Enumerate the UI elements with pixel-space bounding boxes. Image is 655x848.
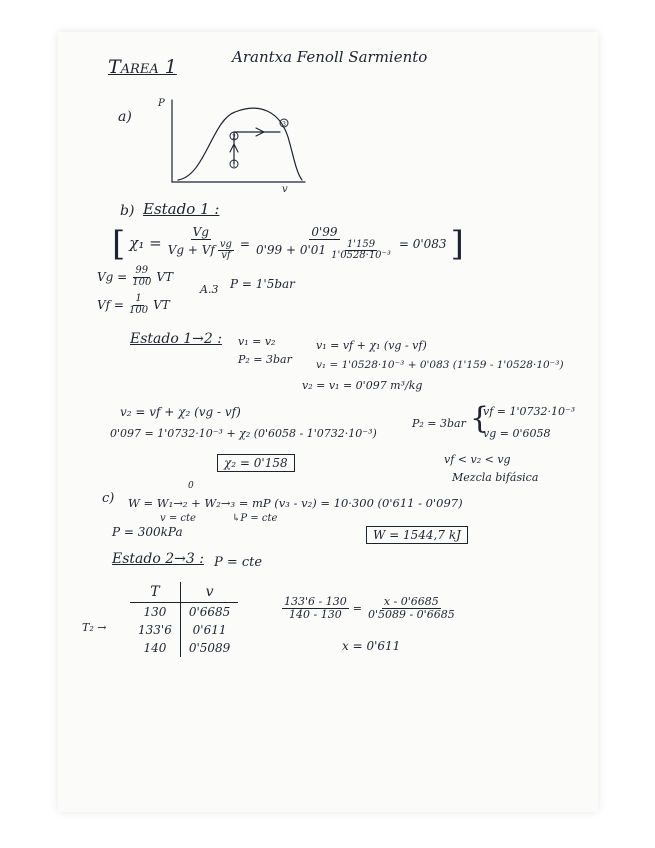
t2-pointer-label: T₂ →: [82, 621, 107, 634]
quality-2-result-box: χ₂ = 0'158: [217, 454, 295, 472]
v2-formula: v₂ = vf + χ₂ (vg - vf): [120, 405, 241, 419]
part-c-label: c): [102, 491, 115, 506]
volume-inequality: vf < v₂ < vg: [444, 453, 511, 466]
vg-def-label: Vg =: [97, 270, 128, 284]
table-cell: 0'5089: [188, 641, 231, 655]
interp-lhs-num: 133'6 - 130: [284, 595, 347, 608]
ratio-denominator: 1'0528·10⁻³: [331, 250, 391, 262]
quality-equation: [112, 223, 464, 264]
brace-icon: {: [470, 401, 490, 436]
specific-volume-result: v₂ = v₁ = 0'097 m³/kg: [302, 379, 423, 392]
table-cell: 0'6685: [188, 605, 231, 619]
vf-lower: vf: [221, 250, 231, 262]
part-b-label: b): [120, 203, 135, 219]
part-a-label: a): [118, 109, 132, 125]
volume-ratio-fraction: [329, 240, 393, 262]
constant-volume-note: v = cte: [160, 513, 196, 524]
point-1-label: 1: [232, 162, 236, 169]
ratio-numerator: 1'159: [346, 238, 376, 250]
constant-pressure-note: ↳P = cte: [232, 513, 278, 524]
zero-work-note: 0: [188, 481, 194, 491]
vf-def-num: 1: [135, 293, 142, 304]
numeric-fraction: [254, 226, 395, 262]
interp-lhs-den: 140 - 130: [289, 607, 342, 621]
interp-temperature-fraction: [282, 596, 349, 620]
vg-numerator: Vg: [192, 225, 209, 239]
equals-sign: =: [239, 236, 250, 251]
point-3-label: 3: [282, 121, 286, 128]
table-cell: 130: [130, 603, 180, 622]
vf-def-den: 100: [128, 304, 149, 316]
specific-volume-substitution: v₁ = 1'0528·10⁻³ + 0'083 (1'159 - 1'0528·10⁻³): [316, 359, 564, 371]
right-bracket: ]: [450, 223, 464, 264]
p-axis-label: P: [158, 98, 165, 109]
vf-def-fraction: [127, 294, 150, 316]
table-row: [130, 621, 238, 639]
interpolation-equation: [282, 596, 457, 620]
table-cell: 140: [130, 639, 180, 657]
notebook-page: [58, 32, 598, 812]
x1-symbol: χ₁ =: [129, 234, 162, 253]
state-1-pressure: P = 1'5bar: [230, 277, 295, 291]
table-cell: 133'6: [130, 621, 180, 639]
left-bracket: [: [112, 223, 126, 264]
vg-def-vt: VT: [156, 270, 173, 284]
vf-def-vt: VT: [153, 298, 170, 312]
column-header-volume: v: [180, 582, 238, 603]
constant-pressure-label: P = cte: [214, 555, 263, 570]
two-phase-mixture-note: Mezcla bifásica: [452, 471, 539, 484]
v2-substitution: 0'097 = 1'0732·10⁻³ + χ₂ (0'6058 - 1'0732·10⁻³): [110, 427, 377, 440]
table-row: [130, 603, 238, 622]
table-row: [130, 639, 238, 657]
state-2-pressure-right: P₂ = 3bar: [412, 417, 466, 430]
vg-def-den: 100: [132, 276, 152, 288]
vf-value: vf = 1'0732·10⁻³: [483, 405, 576, 418]
volume-fraction: [166, 226, 236, 262]
work-result-box: W = 1544,7 kJ: [366, 526, 468, 544]
table-reference: A.3: [200, 283, 219, 296]
vg-lower: vg: [219, 238, 232, 250]
vg-def-num: 99: [135, 265, 149, 276]
vf-definition: [97, 294, 170, 316]
estado-1-heading: Estado 1 :: [143, 200, 220, 218]
vg-def-fraction: [130, 266, 153, 288]
table-cell: 0'611: [192, 623, 227, 637]
author-name: Arantxa Fenoll Sarmiento: [232, 48, 428, 66]
vg-vf-denominator: [166, 240, 236, 262]
constant-volume-eq: v₁ = v₂: [238, 335, 276, 348]
vg-plus-vf-text: Vg + Vf: [167, 243, 215, 258]
point-2-label: 2: [232, 134, 236, 141]
denominator-sum: 0'99 + 0'01: [255, 243, 327, 258]
estado-2-3-heading: Estado 2→3 :: [112, 551, 204, 567]
estado-1-2-heading: Estado 1→2 :: [130, 331, 222, 347]
work-equation: W = W₁→₂ + W₂→₃ = mP (v₃ - v₂) = 10·300 (0'611 - 0'097): [128, 496, 463, 510]
numeric-denominator: [254, 240, 395, 262]
specific-volume-formula: v₁ = vf + χ₁ (vg - vf): [316, 339, 427, 352]
column-header-temperature: T: [130, 582, 180, 603]
interp-rhs-num: x - 0'6685: [383, 595, 439, 608]
interp-rhs-den: 0'5089 - 0'6685: [367, 607, 455, 621]
vf-def-label: Vf =: [97, 298, 124, 312]
vg-over-vf-fraction: [218, 240, 234, 262]
v-axis-label: v: [282, 184, 288, 192]
quality-result: = 0'083: [398, 236, 447, 251]
interpolation-result: x = 0'611: [342, 639, 401, 653]
interp-equals: =: [352, 601, 362, 615]
page-title: Tarea 1: [108, 56, 177, 78]
phase-diagram: [150, 92, 310, 192]
state-2-pressure: P₂ = 3bar: [238, 353, 292, 366]
numerator-099: 0'99: [311, 225, 338, 239]
table-header-row: [130, 582, 238, 603]
interpolation-table: [130, 582, 238, 657]
vg-definition: [97, 266, 173, 288]
process-pressure: P = 300kPa: [112, 525, 183, 539]
interp-volume-fraction: [366, 596, 457, 620]
vg-value: vg = 0'6058: [483, 427, 551, 440]
